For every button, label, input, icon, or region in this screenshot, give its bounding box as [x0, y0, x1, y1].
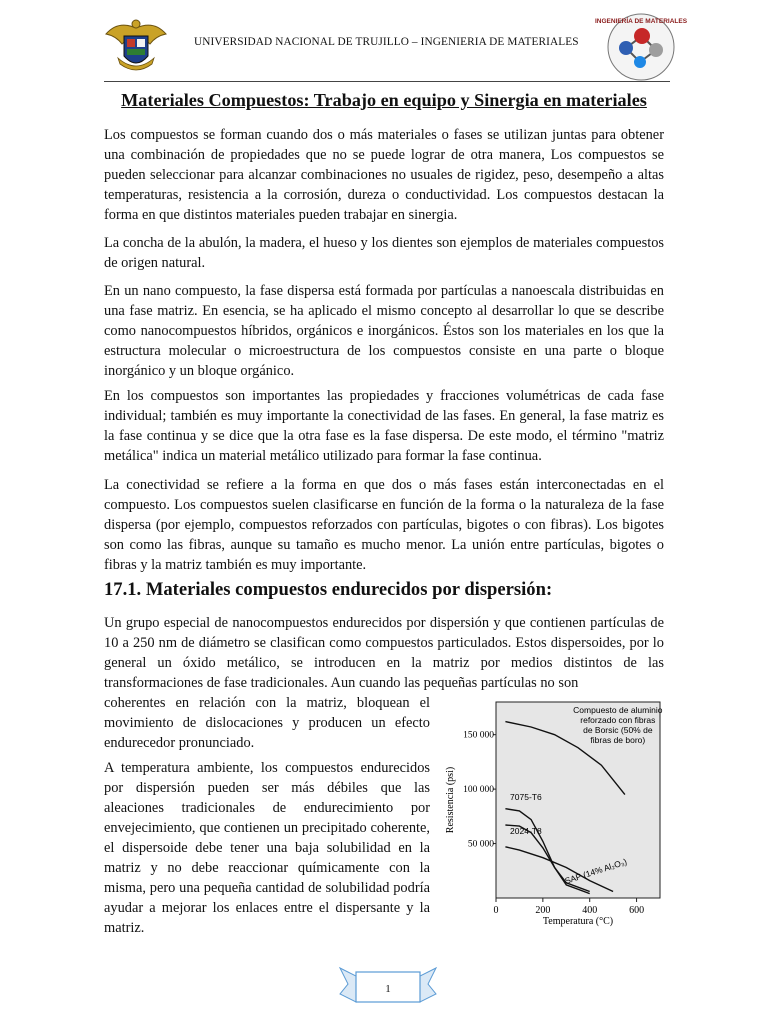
chart-series-label: 7075-T6: [510, 792, 542, 802]
chart-x-axis-label: Temperatura (°C): [542, 916, 614, 927]
section-heading: 17.1. Materiales compuestos endurecidos por dispersión:: [104, 579, 553, 600]
chart-x-tick-label: 400: [582, 905, 598, 916]
paragraph-dispersion-effect: coherentes en relación con la matriz, bloquean el movimiento de dislocaciones y producen un efecto endurecedor pronunciado.: [104, 695, 430, 751]
chart-x-tick-label: 200: [535, 905, 551, 916]
paragraph-natural-composites: La concha de la abulón, la madera, el hueso y los dientes son ejemplos de materiales compuestos de origen natural.: [104, 235, 664, 271]
chart-y-tick-label: 150 000: [463, 730, 494, 741]
chart-series-label: SAP (14% Al₂O₃): [563, 856, 629, 886]
chart-x-tick-label: 0: [493, 905, 499, 916]
chart-y-tick-label: 100 000: [463, 785, 494, 796]
page-number-ribbon: [338, 962, 438, 1008]
university-crest-logo: [104, 14, 168, 76]
paragraph-nanocomposites: En un nano compuesto, la fase dispersa está formada por partículas a nanoescala distribuidas en una fase matriz. En esencia, se ha aplicado el mismo concepto al desarrollar lo que se describe como nanocompuestos híbridos, orgánicos e inorgánicos. Éstos son los materiales en los que la estructura molecular o microestructura de los compuestos consiste en una parte o bloque inorgánico y un bloque orgánico.: [104, 283, 664, 379]
chart-y-tick-label: 50 000: [467, 839, 494, 850]
chart-series-label: Compuesto de aluminio: [573, 704, 663, 715]
page-title: Materiales Compuestos: Trabajo en equipo y Sinergia en materiales: [121, 90, 647, 110]
paragraph-phases: En los compuestos son importantes las propiedades y fracciones volumétricas de cada fase individual; también es muy importante la conectividad de las fases. En general, la fase matriz es la fase continua y se dice que la otra fase es la fase dispersa. De este modo, el término "matriz metálica" indica un material metálico utilizado para formar la fase continua.: [104, 388, 664, 464]
chart-x-tick-label: 600: [629, 905, 645, 916]
paragraph-intro: Los compuestos se forman cuando dos o más materiales o fases se utilizan juntas para obtener una combinación de propiedades que no se puede lograr de otra manera, Los compuestos se pueden seleccionar para alcanzar combinaciones no usuales de rigidez, peso, desempeño a altas temperaturas, resistencia a la corrosión, dureza o conductividad. Los compuestos destacan la forma en que distintos materiales pueden trabajar en sinergia.: [104, 127, 664, 223]
chart-series-label: reforzado con fibras: [580, 714, 656, 725]
strength-temperature-chart: [440, 698, 664, 934]
header-divider: [104, 81, 670, 82]
paragraph-room-temperature: A temperatura ambiente, los compuestos endurecidos por dispersión pueden ser más débiles que las aleaciones tradicionales de endurecimiento por envejecimiento, que contienen un precipitado coherente, el dispersoide debe tener una baja solubilidad en la matriz y no debe reaccionar químicamente con la misma, pero una pequeña cantidad de solubilidad podría ayudar a mejorar los enlaces entre el dispersante y la matriz.: [104, 760, 430, 936]
chart-series-label: fibras de boro): [590, 734, 646, 745]
paragraph-connectivity: La conectividad se refiere a la forma en que dos o más fases están interconectadas en el compuesto. Los compuestos suelen clasificarse en función de la forma o la naturaleza de la fase dispersa (por ejemplo, compuestos reforzados con partículas, bigotes o con fibras). Los bigotes son como las fibras, aunque su tamaño es mucho menor. La unión entre partículas, bigotes o fibras y la matriz también es muy importante.: [104, 477, 664, 573]
materials-engineering-logo: [594, 12, 688, 82]
page-number: 1: [385, 983, 391, 995]
chart-series-label: de Borsic (50% de: [583, 724, 653, 735]
paragraph-dispersion-intro: Un grupo especial de nanocompuestos endurecidos por dispersión y que contienen partículas de 10 a 250 nm de diámetro se clasifican como compuestos particulados. Estos dispersoides, por lo general un óxido metálico, se introducen en la matriz por medios distintos de las transformaciones de fase tradicionales. Aun cuando las pequeñas partículas no son: [104, 615, 664, 691]
logo-caption: INGENIERÍA DE MATERIALES: [594, 18, 688, 25]
page-header: [104, 14, 688, 76]
chart-series-label: 2024-T8: [510, 825, 542, 836]
chart-y-axis-label: Resistencia (psi): [445, 766, 456, 834]
header-text: UNIVERSIDAD NACIONAL DE TRUJILLO – INGENIERIA DE MATERIALES: [194, 36, 579, 48]
